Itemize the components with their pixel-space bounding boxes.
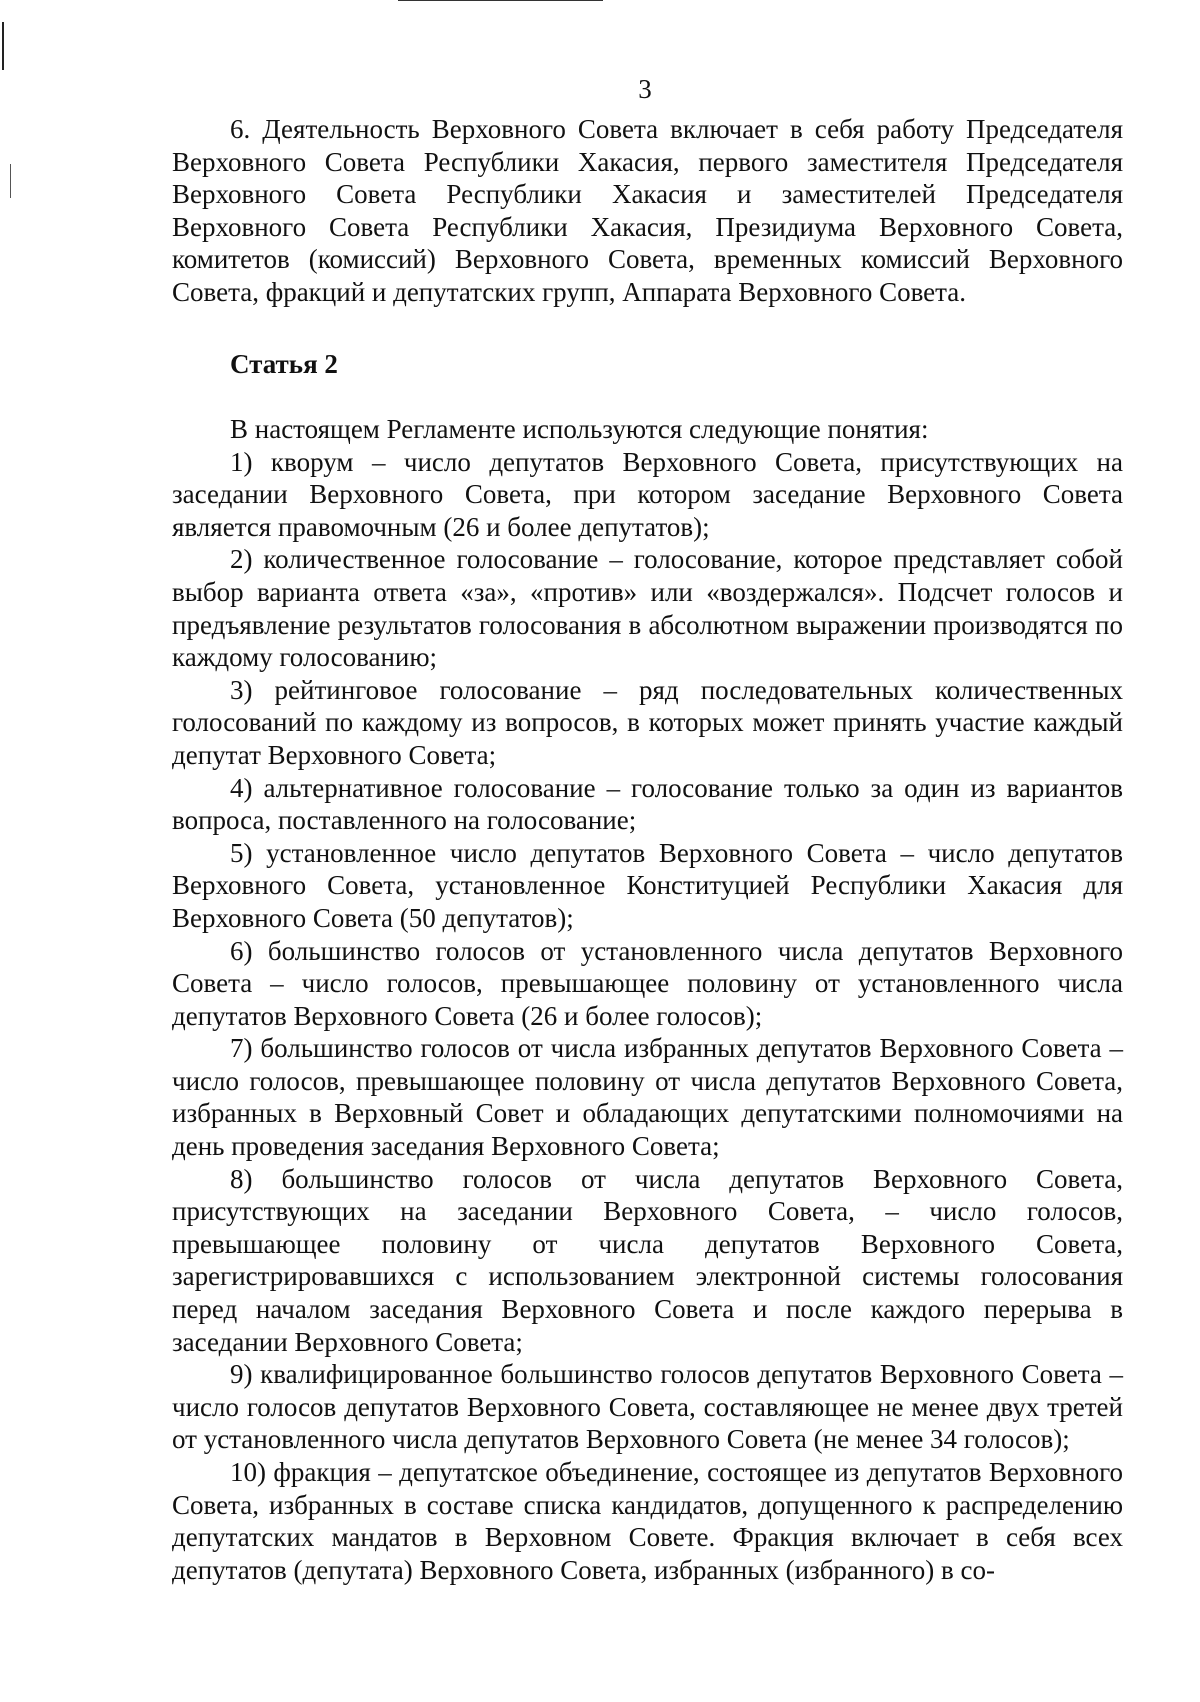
scan-edge-mark-top xyxy=(398,0,603,1)
definition-item-8: 8) большинство голосов от числа депутатов Верховного Совета, присутствующих на заседании Верховного Совета, – число голосов, превышающее половину от числа депутатов Верховного Совета, зарегистрировавшихся с использованием электронной системы голосования перед началом заседания Верховного Совета и после каждого перерыва в заседании Верховного Совета; xyxy=(172,1163,1123,1357)
definition-item-2: 2) количественное голосование – голосование, которое представляет собой выбор варианта ответа «за», «против» или «воздержался». Подсчет голосов и предъявление результатов голосования в абсолютном выражении производятся по каждому голосованию; xyxy=(172,544,1123,673)
section-6-block xyxy=(172,113,1123,309)
definition-item-6: 6) большинство голосов от установленного числа депутатов Верховного Совета – число голосов, превышающее половину от установленного числа депутатов Верховного Совета (26 и более голосов); xyxy=(172,935,1123,1031)
definition-item-3: 3) рейтинговое голосование – ряд последовательных количественных голосований по каждому из вопросов, в которых может принять участие каждый депутат Верховного Совета; xyxy=(172,674,1123,770)
definition-item-5: 5) установленное число депутатов Верховного Совета – число депутатов Верховного Совета, установленное Конституцией Республики Хакасия для Верховного Совета (50 депутатов); xyxy=(172,837,1123,933)
scan-edge-mark-left xyxy=(2,22,4,70)
definition-item-1: 1) кворум – число депутатов Верховного Совета, присутствующих на заседании Верховного Совета, при котором заседание Верховного Совета является правомочным (26 и более депутатов); xyxy=(172,446,1123,542)
definition-item-10: 10) фракция – депутатское объединение, состоящее из депутатов Верховного Совета, избранных в составе списка кандидатов, допущенного к распределению депутатских мандатов в Верховном Совете. Фракция включает в себя всех депутатов (депутата) Верховного Совета, избранных (избранного) в со- xyxy=(172,1457,1123,1585)
page-number: 3 xyxy=(638,74,652,104)
definition-item-7: 7) большинство голосов от числа избранных депутатов Верховного Совета – число голосов, превышающее половину от числа депутатов Верховного Совета, избранных в Верховный Совет и обладающих депутатскими полномочиями на день проведения заседания Верховного Совета; xyxy=(172,1033,1123,1162)
scan-edge-mark-left-small xyxy=(10,164,11,198)
article-intro: В настоящем Регламенте используются следующие понятия: xyxy=(230,414,929,444)
paragraph-section-6: 6. Деятельность Верховного Совета включает в себя работу Председателя Верховного Совета Республики Хакасия, первого заместителя Председателя Верховного Совета Республики Хакасия и заместителей Председателя Верховного Совета Республики Хакасия, Президиума Верховного Совета, комитетов (комиссий) Верховного Совета, временных комиссий Верховного Совета, фракций и депутатских групп, Аппарата Верховного Совета. xyxy=(172,114,1123,307)
definition-item-9: 9) квалифицированное большинство голосов депутатов Верховного Совета – число голосов депутатов Верховного Совета, составляющее не менее двух третей от установленного числа депутатов Верховного Совета (не менее 34 голосов); xyxy=(172,1359,1123,1455)
article-2-heading: Статья 2 xyxy=(230,349,338,379)
definition-item-4: 4) альтернативное голосование – голосование только за один из вариантов вопроса, поставленного на голосование; xyxy=(172,772,1123,836)
article-2-body xyxy=(172,413,1123,1586)
